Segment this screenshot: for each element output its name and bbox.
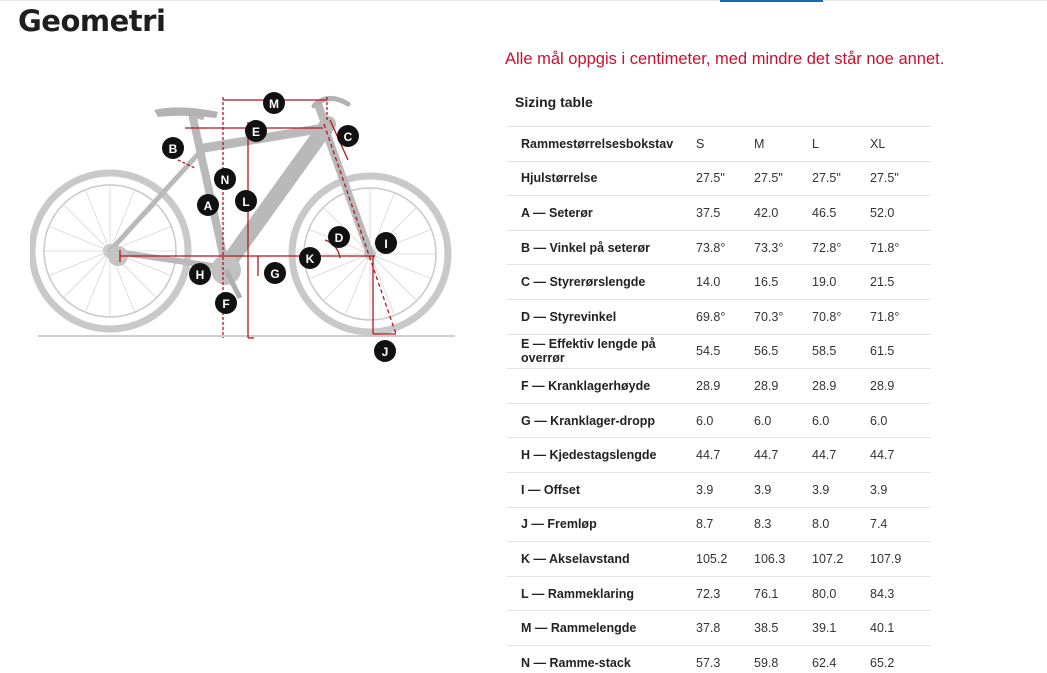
table-cell: 107.9 <box>870 551 902 566</box>
table-cell: 84.3 <box>870 586 895 601</box>
table-cell: 7.4 <box>870 517 888 532</box>
table-cell: 38.5 <box>754 621 779 636</box>
table-cell: 56.5 <box>754 344 779 359</box>
table-cell: 70.3° <box>754 309 784 324</box>
sizing-table <box>507 126 931 673</box>
table-cell: 76.1 <box>754 586 779 601</box>
table-row <box>507 230 931 265</box>
table-cell: 72.8° <box>812 240 842 255</box>
row-label: N — Ramme-stack <box>521 655 631 670</box>
svg-text:A: A <box>203 199 213 213</box>
active-tab-indicator <box>720 0 823 2</box>
row-label: H — Kjedestagslengde <box>521 448 657 463</box>
table-row <box>507 265 931 300</box>
marker-F <box>215 292 237 314</box>
units-note: Alle mål oppgis i centimeter, med mindre det står noe annet. <box>505 50 945 68</box>
svg-text:G: G <box>270 267 280 281</box>
marker-I <box>375 232 397 254</box>
svg-text:J: J <box>381 345 389 359</box>
table-cell: 3.9 <box>870 482 888 497</box>
table-cell: 73.3° <box>754 240 784 255</box>
table-cell: 71.8° <box>870 309 900 324</box>
table-cell: 106.3 <box>754 551 786 566</box>
marker-B <box>162 137 184 159</box>
table-cell: 58.5 <box>812 344 837 359</box>
table-cell: 37.8 <box>696 621 721 636</box>
table-cell: 3.9 <box>812 482 830 497</box>
svg-text:I: I <box>384 237 388 251</box>
table-row <box>507 334 931 369</box>
table-cell: 105.2 <box>696 551 728 566</box>
table-cell: 3.9 <box>754 482 772 497</box>
table-cell: 54.5 <box>696 344 721 359</box>
table-row <box>507 299 931 334</box>
table-cell: 28.9 <box>812 378 837 393</box>
table-cell: 37.5 <box>696 205 721 220</box>
table-cell: 44.7 <box>696 448 721 463</box>
marker-A <box>197 194 219 216</box>
row-label: D — Styrevinkel <box>521 309 617 324</box>
table-row <box>507 576 931 611</box>
table-row <box>507 507 931 542</box>
table-cell: 6.0 <box>754 413 772 428</box>
table-cell: 80.0 <box>812 586 837 601</box>
table-cell: 59.8 <box>754 655 779 670</box>
table-cell: 8.7 <box>696 517 714 532</box>
row-label: C — Styrerørslengde <box>521 275 646 290</box>
marker-H <box>189 263 211 285</box>
row-label: K — Akselavstand <box>521 551 630 566</box>
table-cell: 16.5 <box>754 275 779 290</box>
table-row <box>507 472 931 507</box>
table-cell: 70.8° <box>812 309 842 324</box>
size-header-s: S <box>696 136 705 151</box>
table-cell: 27.5" <box>812 171 841 186</box>
table-cell: 65.2 <box>870 655 895 670</box>
table-cell: 69.8° <box>696 309 726 324</box>
table-row <box>507 161 931 196</box>
table-cell: 107.2 <box>812 551 844 566</box>
table-cell: 44.7 <box>754 448 779 463</box>
size-header-m: M <box>754 136 765 151</box>
table-cell: 44.7 <box>870 448 895 463</box>
svg-text:M: M <box>269 97 279 111</box>
table-cell: 8.0 <box>812 517 830 532</box>
table-cell: 21.5 <box>870 275 895 290</box>
svg-text:K: K <box>305 252 315 266</box>
saddle <box>154 107 218 118</box>
table-cell: 62.4 <box>812 655 837 670</box>
table-cell: 46.5 <box>812 205 837 220</box>
table-cell: 42.0 <box>754 205 779 220</box>
sizing-table-body <box>507 161 931 673</box>
svg-text:L: L <box>242 195 250 209</box>
sizing-table-header-row <box>507 127 931 162</box>
marker-N <box>214 168 236 190</box>
marker-M <box>263 92 285 114</box>
frame-size-header: Rammestørrelsesbokstav <box>521 136 674 151</box>
table-cell: 6.0 <box>696 413 714 428</box>
marker-C <box>337 125 359 147</box>
svg-text:C: C <box>343 130 353 144</box>
row-label: B — Vinkel på seterør <box>521 240 650 255</box>
table-cell: 72.3 <box>696 586 721 601</box>
table-cell: 52.0 <box>870 205 895 220</box>
marker-J <box>374 340 396 362</box>
table-cell: 27.5" <box>696 171 725 186</box>
svg-text:B: B <box>168 142 178 156</box>
table-cell: 57.3 <box>696 655 721 670</box>
row-label: E — Effektiv lengde på overrør <box>521 337 656 366</box>
table-cell: 28.9 <box>754 378 779 393</box>
svg-text:D: D <box>334 231 344 245</box>
page-title: Geometri <box>18 4 166 38</box>
table-cell: 39.1 <box>812 621 837 636</box>
row-label: G — Kranklager-dropp <box>521 413 656 428</box>
row-label: I — Offset <box>521 482 581 497</box>
row-label: F — Kranklagerhøyde <box>521 378 651 393</box>
table-cell: 61.5 <box>870 344 895 359</box>
table-cell: 27.5" <box>870 171 899 186</box>
svg-text:H: H <box>195 268 205 282</box>
bike-geometry-diagram <box>30 88 470 368</box>
table-row <box>507 645 931 673</box>
svg-text:E: E <box>251 125 261 139</box>
row-label: Hjulstørrelse <box>521 171 598 186</box>
size-header-l: L <box>812 136 819 151</box>
table-row <box>507 369 931 404</box>
table-cell: 14.0 <box>696 275 721 290</box>
table-cell: 73.8° <box>696 240 726 255</box>
table-cell: 6.0 <box>870 413 888 428</box>
table-row <box>507 611 931 646</box>
table-cell: 71.8° <box>870 240 900 255</box>
row-label: A — Seterør <box>521 205 593 220</box>
table-cell: 28.9 <box>870 378 895 393</box>
svg-text:F: F <box>222 297 230 311</box>
table-cell: 27.5" <box>754 171 783 186</box>
table-cell: 19.0 <box>812 275 837 290</box>
marker-D <box>328 226 350 248</box>
table-cell: 40.1 <box>870 621 895 636</box>
table-cell: 6.0 <box>812 413 830 428</box>
size-header-xl: XL <box>870 136 886 151</box>
table-row <box>507 403 931 438</box>
marker-E <box>245 120 267 142</box>
svg-text:N: N <box>220 173 230 187</box>
table-cell: 3.9 <box>696 482 714 497</box>
table-cell: 28.9 <box>696 378 721 393</box>
marker-L <box>235 190 257 212</box>
marker-G <box>264 262 286 284</box>
row-label: L — Rammeklaring <box>521 586 635 601</box>
row-label: J — Fremløp <box>521 517 597 532</box>
table-cell: 8.3 <box>754 517 772 532</box>
row-label: M — Rammelengde <box>521 621 637 636</box>
table-row <box>507 438 931 473</box>
marker-K <box>299 247 321 269</box>
table-row <box>507 196 931 231</box>
table-cell: 44.7 <box>812 448 837 463</box>
table-row <box>507 542 931 577</box>
sizing-table-caption: Sizing table <box>515 94 593 110</box>
top-divider <box>0 0 1047 1</box>
